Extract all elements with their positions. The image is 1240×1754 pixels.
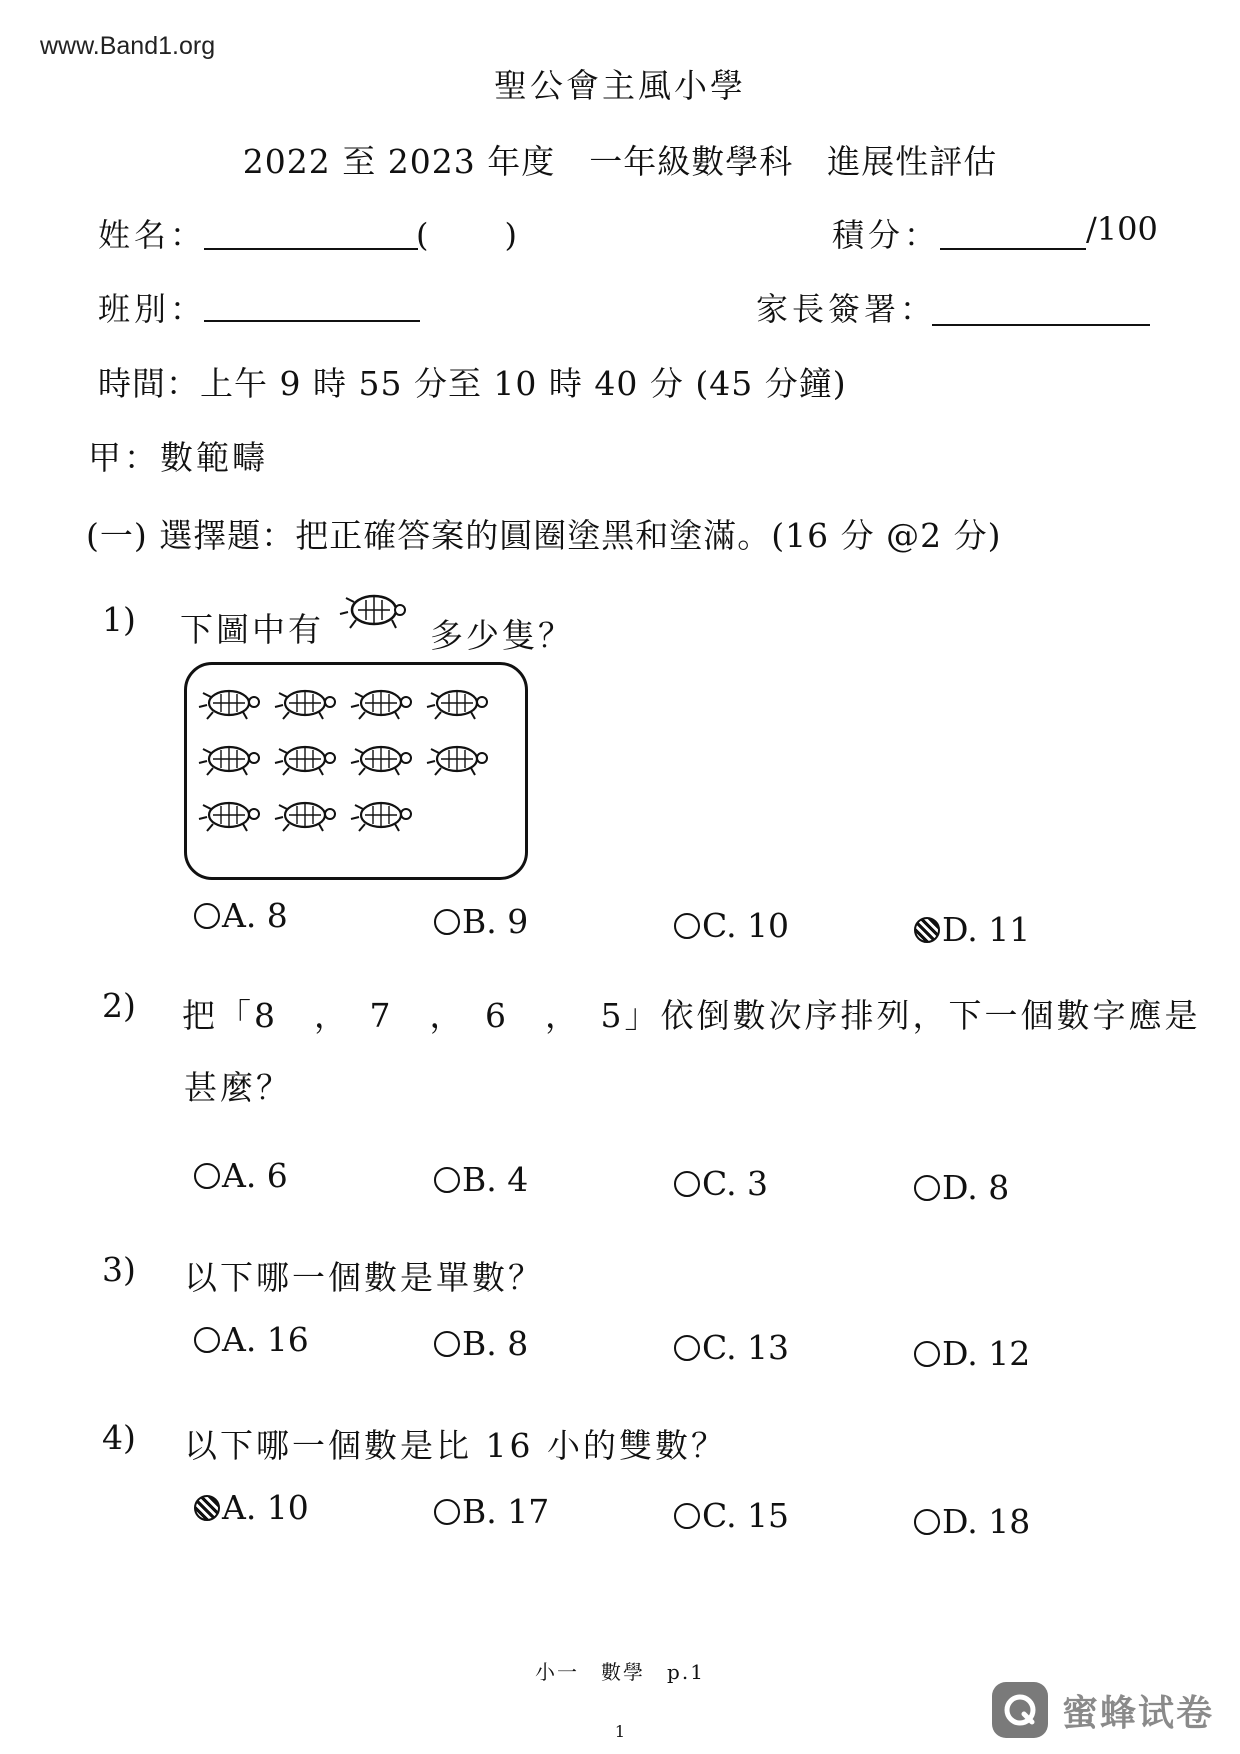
q1-option-d-bubble[interactable]	[914, 917, 940, 943]
q4-option-a[interactable]: A. 10	[194, 1488, 309, 1527]
q2-option-b-bubble[interactable]	[434, 1167, 460, 1193]
turtle-icon	[275, 803, 335, 831]
q3-option-c[interactable]: C. 13	[674, 1328, 789, 1367]
turtle-icon	[427, 691, 487, 719]
school-name: 聖公會主風小學	[494, 66, 746, 105]
section-heading: 甲：數範疇	[88, 438, 268, 477]
turtle-icon	[351, 691, 411, 719]
q2-option-d-bubble[interactable]	[914, 1175, 940, 1201]
q3-option-c-bubble[interactable]	[674, 1335, 700, 1361]
question-1-text-after: 多少隻？	[430, 616, 574, 655]
q4-option-b-bubble[interactable]	[434, 1499, 460, 1525]
subsection-heading: (一) 選擇題：把正確答案的圓圈塗黑和塗滿。(16 分 @2 分)	[86, 516, 1002, 555]
q3-option-a-bubble[interactable]	[194, 1327, 220, 1353]
q2-option-a[interactable]: A. 6	[194, 1156, 288, 1195]
q1-option-b-bubble[interactable]	[434, 909, 460, 935]
score-total: /100	[1086, 210, 1158, 248]
turtle-icon	[275, 747, 335, 775]
question-2-text-line1: 把「8 ， 7 ， 6 ， 5」依倒數次序排列，下一個數字應是	[182, 996, 1201, 1035]
turtle-icon	[427, 747, 487, 775]
question-3-number: 3)	[102, 1250, 136, 1289]
q2-option-c[interactable]: C. 3	[674, 1164, 768, 1203]
turtle-icon	[275, 691, 335, 719]
q1-option-c[interactable]: C. 10	[674, 906, 789, 945]
q4-option-c-bubble[interactable]	[674, 1503, 700, 1529]
brand-name: 蜜蜂试卷	[1062, 1692, 1215, 1734]
q1-option-d[interactable]: D. 11	[914, 910, 1030, 949]
page-footer: 小一 數學 p.1	[535, 1660, 705, 1684]
turtle-grid	[187, 665, 525, 877]
q2-option-b[interactable]: B. 4	[434, 1160, 528, 1199]
name-label: 姓名：	[98, 216, 207, 254]
watermark-url: www.Band1.org	[40, 32, 216, 60]
exam-title: 2022 至 2023 年度 一年級數學科 進展性評估	[242, 142, 998, 181]
turtle-icon	[199, 691, 259, 719]
question-3-text: 以下哪一個數是單數？	[184, 1258, 544, 1297]
q4-option-d[interactable]: D. 18	[914, 1502, 1030, 1541]
page-number: 1	[614, 1722, 626, 1741]
turtle-icon	[338, 592, 408, 632]
turtle-icon	[351, 803, 411, 831]
q2-option-d[interactable]: D. 8	[914, 1168, 1009, 1207]
q4-option-c[interactable]: C. 15	[674, 1496, 789, 1535]
brand-logo-icon	[992, 1682, 1048, 1738]
class-number-paren: ( )	[416, 216, 521, 254]
question-2-number: 2)	[102, 986, 136, 1025]
parent-signature-line	[932, 324, 1150, 326]
turtle-picture-box	[184, 662, 528, 880]
q3-option-d-bubble[interactable]	[914, 1341, 940, 1367]
class-line	[204, 320, 420, 322]
q4-option-b[interactable]: B. 17	[434, 1492, 549, 1531]
q1-option-b[interactable]: B. 9	[434, 902, 528, 941]
name-line	[204, 248, 418, 250]
question-2-text-line2: 甚麼？	[184, 1068, 292, 1107]
exam-time: 時間：上午 9 時 55 分至 10 時 40 分 (45 分鐘)	[98, 364, 847, 403]
question-1-number: 1)	[102, 600, 136, 639]
turtle-icon	[351, 747, 411, 775]
q2-option-a-bubble[interactable]	[194, 1163, 220, 1189]
q1-option-a-bubble[interactable]	[194, 903, 220, 929]
turtle-icon	[199, 747, 259, 775]
q1-option-c-bubble[interactable]	[674, 913, 700, 939]
brand-watermark	[992, 1682, 1214, 1738]
score-label: 積分：	[832, 216, 941, 254]
q3-option-a[interactable]: A. 16	[194, 1320, 309, 1359]
q3-option-d[interactable]: D. 12	[914, 1334, 1030, 1373]
question-4-text: 以下哪一個數是比 16 小的雙數？	[184, 1426, 727, 1465]
q3-option-b-bubble[interactable]	[434, 1331, 460, 1357]
score-line	[940, 248, 1086, 250]
question-4-number: 4)	[102, 1418, 136, 1457]
q4-option-a-bubble[interactable]	[194, 1495, 220, 1521]
parent-signature-label: 家長簽署：	[756, 290, 937, 328]
turtle-icon	[199, 803, 259, 831]
question-1-text-before: 下圖中有	[180, 610, 324, 649]
q1-option-a[interactable]: A. 8	[194, 896, 288, 935]
q2-option-c-bubble[interactable]	[674, 1171, 700, 1197]
q3-option-b[interactable]: B. 8	[434, 1324, 528, 1363]
class-label: 班別：	[98, 290, 207, 328]
q4-option-d-bubble[interactable]	[914, 1509, 940, 1535]
